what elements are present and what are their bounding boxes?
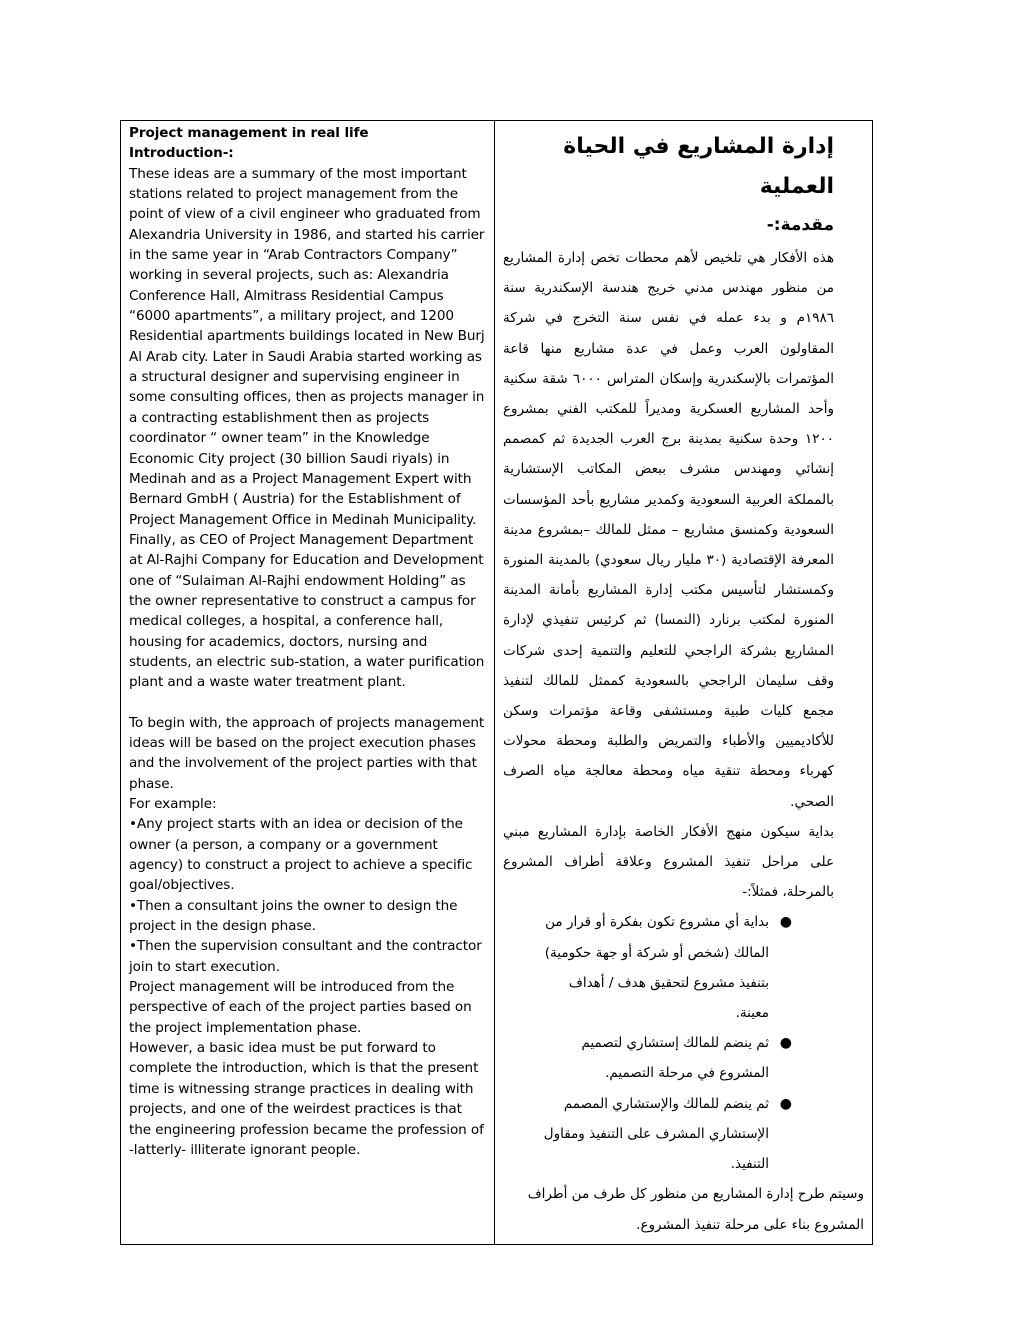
english-pm-paragraph: Project management will be introduced from the perspective of each of the project parties based on the project implementation phase.	[129, 979, 472, 1036]
english-title: Project management in real life	[129, 125, 369, 141]
english-finally-paragraph: Finally, as CEO of Project Management Department at Al-Rajhi Company for Education and Development one of “Sulaiman Al-Rajhi endowment Holding” as the owner representative to construct a campus for medical colleges, a hospital, a conference hall, housing for academics, doctors, nursing and students, an electric sub-station, a water purification plant and a waste water treatment plant.	[129, 531, 485, 691]
arabic-bullet-text: ثم ينضم للمالك والإستشاري المصمم الإستشاري المشرف على التنفيذ ومقاول التنفيذ.	[543, 1095, 769, 1173]
bullet-icon: ●	[779, 1035, 792, 1052]
arabic-begin-paragraph: بداية سيكون منهج الأفكار الخاصة بإدارة المشاريع مبني على مراحل تنفيذ المشروع وعلاقة أطراف المشروع بالمرحلة، فمثلاً:-	[503, 823, 834, 901]
english-text-block	[121, 121, 494, 1164]
english-begin-paragraph: To begin with, the approach of projects management ideas will be based on the project execution phases and the involvement of the project parties with that phase.	[129, 714, 485, 792]
paragraph-spacer	[129, 693, 486, 713]
arabic-bullet-list	[503, 907, 864, 1179]
english-intro-heading: Introduction-:	[129, 145, 234, 162]
arabic-column	[495, 121, 873, 1245]
arabic-closing-paragraph: وسيتم طرح إدارة المشاريع من منظور كل طرف من أطراف المشروع بناء على مرحلة تنفيذ المشروع.	[527, 1186, 864, 1233]
english-column	[121, 121, 495, 1245]
list-item	[503, 907, 864, 1028]
english-however-paragraph: However, a basic idea must be put forward to complete the introduction, which is that the present time is witnessing strange practices in dealing with projects, and one of the weirdest practices is that the engineering profession became the profession of -latterly- illiterate ignorant people.	[129, 1040, 484, 1158]
english-for-example: For example:	[129, 796, 217, 812]
arabic-bullet-text: بداية أي مشروع تكون بفكرة أو قرار من المالك (شخص أو شركة أو جهة حكومية) بتنفيذ مشروع لتحقيق هدف / أهداف معينة.	[544, 914, 769, 1022]
english-bullet-1: •Any project starts with an idea or decision of the owner (a person, a company or a government agency) to construct a project to achieve a specific goal/objectives.	[129, 816, 473, 894]
bullet-icon: ●	[779, 914, 792, 931]
arabic-text-block	[495, 121, 872, 1244]
list-item	[503, 1028, 864, 1088]
english-bullet-3: •Then the supervision consultant and the contractor join to start execution.	[129, 938, 482, 975]
bilingual-table	[120, 120, 873, 1245]
arabic-intro-paragraph: هذه الأفكار هي تلخيص لأهم محطات تخص إدارة المشاريع من منظور مهندس مدني خريج هندسة الإسكندرية سنة ١٩٨٦م و بدء عمله في نفس سنة التخرج في شركة المقاولون العرب وعمل في عدة مشاريع منها قاعة المؤتمرات بالإسكندرية وإسكان المتراس ٦٠٠٠ شقة سكنية وأحد المشاريع العسكرية ومديراً للمكتب الفني بمشروع ١٢٠٠ وحدة سكنية بمدينة برج العرب الجديدة ثم كمصمم إنشائي ومهندس مشرف ببعض المكاتب الإستشارية بالمملكة العربية السعودية وكمدير مشاريع بأحد المؤسسات السعودية وكمنسق مشاريع – ممثل للمالك –بمشروع مدينة المعرفة الإقتصادية (٣٠ مليار ريال سعودي) بالمدينة المنورة وكمستشار لتأسيس مكتب إدارة المشاريع بأمانة المدينة المنورة لمكتب برنارد (النمسا) ثم كرئيس تنفيذي لإدارة المشاريع بشركة الراجحي للتعليم والتنمية إحدى شركات وقف سليمان الراجحي بالسعودية كممثل للمالك لتنفيذ مجمع كليات طبية ومستشفى وقاعة مؤتمرات وسكن للأكاديميين والأطباء والتمريض والطلبة ومحطة محولات كهرباء ومحطة تنقية مياه ومحطة معالجة مياه الصرف الصحي.	[503, 250, 834, 810]
arabic-title: إدارة المشاريع في الحياة العملية	[563, 134, 834, 199]
arabic-intro-heading: مقدمة:-	[766, 215, 834, 235]
english-intro-paragraph: These ideas are a summary of the most important stations related to project management from the point of view of a civil engineer who graduated from Alexandria University in 1986, and started his carrier in the same year in “Arab Contractors Company” working in several projects, such as: Alexandria Conference Hall, Almitrass Residential Campus “6000 apartments”, a military project, and 1200 Residential apartments buildings located in New Burj Al Arab city. Later in Saudi Arabia started working as a structural designer and supervising engineer in some consulting offices, then as projects manager in a contracting establishment then as projects coordinator “ owner team” in the Knowledge Economic City project (30 billion Saudi riyals) in Medinah and as a Project Management Expert with Bernard GmbH ( Austria) for the Establishment of Project Management Office in Medinah Municipality.	[129, 165, 485, 528]
english-bullet-2: •Then a consultant joins the owner to design the project in the design phase.	[129, 897, 458, 935]
table-row	[121, 121, 873, 1245]
bullet-icon: ●	[779, 1095, 792, 1112]
arabic-bullet-text: ثم ينضم للمالك إستشاري لتصميم المشروع في مرحلة التصميم.	[581, 1035, 769, 1082]
list-item	[503, 1089, 864, 1180]
